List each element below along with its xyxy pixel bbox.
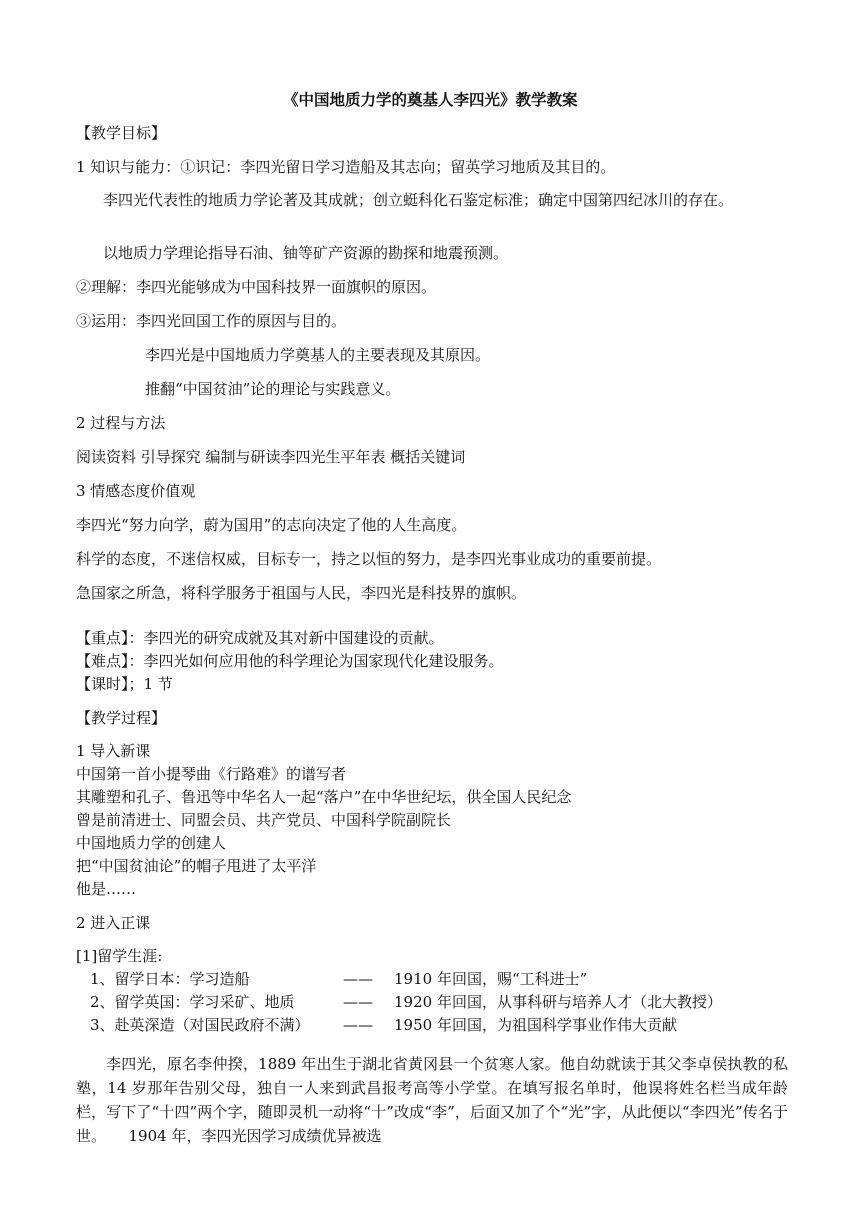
- study-stage: 2、留学英国：学习采矿、地质: [90, 993, 295, 1011]
- study-stage: 1、留学日本：学习造船: [90, 970, 250, 988]
- study-abroad-heading: [1]留学生涯:: [76, 947, 163, 965]
- process-heading: 【教学过程】: [76, 709, 167, 727]
- knowledge-line-6: 李四光是中国地质力学奠基人的主要表现及其原因。: [145, 346, 491, 364]
- page-title: 《中国地质力学的奠基人李四光》教学教案: [283, 90, 578, 109]
- knowledge-line-5: ③运用：李四光回国工作的原因与目的。: [76, 312, 347, 330]
- intro-line: 他是……: [76, 880, 137, 898]
- biography-paragraph: 李四光，原名李仲揆，1889 年出生于湖北省黄冈县一个贫寒人家。他自幼就读于其父李卓侯执教的私塾，14 岁那年告别父母，独自一人来到武昌报考高等小学堂。在填写报名单时，他误将姓名栏当成年龄栏，写下了“十四”两个字，随即灵机一动将“十”改成“李”，后面又加了个“光”字，从此便以“李四光”传名于世。 1904 年，李四光因学习成绩优异被选: [76, 1055, 788, 1145]
- process-method-text: 阅读资料 引导探究 编制与研读李四光生平年表 概括关键词: [76, 448, 466, 466]
- study-result: 1950 年回国，为祖国科学事业作伟大贡献: [394, 1016, 677, 1034]
- knowledge-line-7: 推翻“中国贫油”论的理论与实践意义。: [145, 380, 401, 398]
- emotion-line-2: 科学的态度，不迷信权威，目标专一，持之以恒的努力，是李四光事业成功的重要前提。: [76, 550, 662, 568]
- process-method-heading: 2 过程与方法: [76, 414, 166, 432]
- emotion-line-3: 急国家之所急，将科学服务于祖国与人民，李四光是科技界的旗帜。: [76, 584, 527, 602]
- emotion-line-1: 李四光“努力向学，蔚为国用”的志向决定了他的人生高度。: [76, 516, 467, 534]
- intro-line: 中国第一首小提琴曲《行路难》的谱写者: [76, 765, 347, 783]
- key-point: 【重点】：李四光的研究成就及其对新中国建设的贡献。: [76, 629, 444, 647]
- study-result: 1910 年回国，赐“工科进士”: [394, 970, 588, 988]
- intro-line: 中国地质力学的创建人: [76, 834, 227, 852]
- knowledge-line-2: 李四光代表性的地质力学论著及其成就；创立蜓科化石鉴定标准；确定中国第四纪冰川的存在。: [103, 191, 734, 209]
- knowledge-line-1: 1 知识与能力：①识记：李四光留日学习造船及其志向；留英学习地质及其目的。: [76, 158, 616, 176]
- emotion-heading: 3 情感态度价值观: [76, 482, 196, 500]
- intro-heading: 1 导入新课: [76, 742, 151, 760]
- study-dash: ——: [343, 993, 373, 1011]
- knowledge-line-4: ②理解：李四光能够成为中国科技界一面旗帜的原因。: [76, 278, 437, 296]
- intro-line: 把“中国贫油论”的帽子甩进了太平洋: [76, 857, 317, 875]
- knowledge-line-3: 以地质力学理论指导石油、铀等矿产资源的勘探和地震预测。: [103, 244, 509, 262]
- class-hours: 【课时】；1 节: [76, 675, 173, 693]
- intro-line: 曾是前清进士、同盟会员、共产党员、中国科学院副院长: [76, 811, 452, 829]
- study-dash: ——: [343, 970, 373, 988]
- study-result: 1920 年回国，从事科研与培养人才（北大教授）: [394, 993, 722, 1011]
- study-stage: 3、赴英深造（对国民政府不满）: [90, 1016, 310, 1034]
- objectives-heading: 【教学目标】: [76, 124, 167, 142]
- intro-line: 其雕塑和孔子、鲁迅等中华名人一起“落户”在中华世纪坛，供全国人民纪念: [76, 788, 572, 806]
- difficult-point: 【难点】：李四光如何应用他的科学理论为国家现代化建设服务。: [76, 652, 504, 670]
- study-dash: ——: [343, 1016, 373, 1034]
- main-lesson-heading: 2 进入正课: [76, 914, 151, 932]
